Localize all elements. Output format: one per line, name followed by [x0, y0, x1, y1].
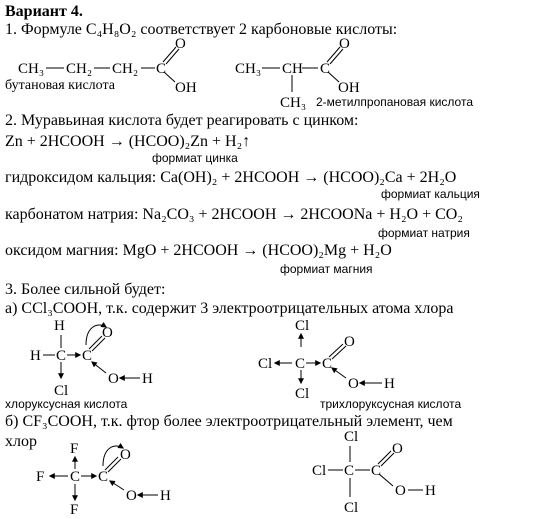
atom-c: C — [371, 463, 382, 479]
page-heading: Вариант 4. — [5, 3, 83, 20]
atom-c: C — [56, 348, 67, 364]
atom-h: H — [54, 318, 65, 334]
atom-h: H — [142, 371, 153, 387]
chloroacetic-acid-name: хлоруксусная кислота — [5, 397, 128, 411]
chloroacetic-acid-formula — [30, 318, 153, 399]
atom-c: C — [156, 61, 167, 77]
atom-h: H — [384, 376, 395, 392]
atom-ch3: CH₃ — [235, 61, 262, 77]
calcium-equation: гидроксидом кальция: Ca(OH)₂ + 2HCOOH → (HCOO)₂Ca + 2H₂O — [5, 169, 457, 186]
atom-ch3: CH₃ — [18, 61, 45, 77]
trichloroacetic-acid-name: трихлоруксусная кислота — [320, 397, 462, 411]
atom-c: C — [344, 463, 355, 479]
atom-o: O — [344, 334, 355, 350]
atom-ch3: CH₃ — [280, 95, 307, 111]
trifluoroacetic-acid-formula — [36, 441, 171, 518]
atom-o: O — [348, 376, 359, 392]
section1-title: 1. Формуле C₄H₈O₂ соответствует 2 карбоновые кислоты: — [5, 21, 398, 38]
trichloroacetic-acid-plain-formula — [312, 429, 436, 516]
atom-o: O — [108, 371, 119, 387]
magnesium-formate-name: формиат магния — [280, 262, 373, 276]
atom-o: O — [339, 36, 350, 52]
section3-part-a: а) CCl₃COOH, т.к. содержит 3 электроотрицательных атома хлора — [5, 300, 454, 317]
atom-h: H — [160, 488, 171, 504]
butanoic-acid-name: бутановая кислота — [5, 78, 115, 93]
atom-ch2: CH₂ — [112, 61, 139, 77]
atom-o: O — [102, 325, 113, 341]
calcium-formate-name: формиат кальция — [381, 187, 480, 201]
atom-o: O — [395, 483, 406, 499]
methylpropanoic-acid-name: 2-метилпропановая кислота — [316, 95, 473, 109]
atom-o: O — [392, 441, 403, 457]
trichloroacetic-acid-formula — [258, 318, 395, 402]
atom-c: C — [320, 61, 331, 77]
atom-c: C — [70, 469, 81, 485]
atom-o: O — [126, 488, 137, 504]
atom-cl: Cl — [295, 386, 310, 402]
section3-part-b-line1: б) CF₃COOH, т.к. фтор более электроотрицательный элемент, чем — [5, 413, 453, 430]
atom-h: H — [425, 483, 436, 499]
butanoic-acid-formula — [18, 36, 197, 96]
atom-f: F — [70, 502, 79, 518]
sodium-equation: карбонатом натрия: Na₂CO₃ + 2HCOOH → 2HCOONa + H₂O + CO₂ — [5, 206, 463, 223]
atom-c: C — [82, 348, 93, 364]
section2-title: 2. Муравьиная кислота будет реагировать с цинком: — [5, 112, 359, 129]
zinc-equation: Zn + 2HCOOH → (HCOO)₂Zn + H₂↑ — [5, 133, 251, 150]
atom-cl: Cl — [258, 356, 273, 372]
atom-ch: CH — [282, 61, 303, 77]
atom-o: O — [175, 36, 186, 52]
atom-h: H — [30, 348, 41, 364]
atom-f: F — [36, 469, 45, 485]
atom-cl: Cl — [344, 500, 359, 516]
atom-oh: OH — [175, 80, 197, 96]
atom-cl: Cl — [295, 318, 310, 334]
atom-ch2: CH₂ — [66, 61, 93, 77]
section3-part-b-line2: хлор — [5, 433, 37, 450]
sodium-formate-name: формиат натрия — [378, 226, 470, 240]
section3-title: 3. Более сильной будет: — [5, 281, 166, 298]
zinc-formate-name: формиат цинка — [152, 151, 238, 165]
atom-c: C — [295, 356, 306, 372]
atom-o: O — [120, 447, 131, 463]
atom-c: C — [98, 469, 109, 485]
atom-cl: Cl — [312, 463, 327, 479]
magnesium-equation: оксидом магния: MgO + 2HCOOH → (HCOO)₂Mg + H₂O — [5, 242, 392, 259]
atom-cl: Cl — [344, 429, 359, 445]
atom-cl: Cl — [54, 383, 69, 399]
atom-oh: OH — [338, 80, 360, 96]
methylpropanoic-acid-formula — [235, 36, 360, 111]
atom-f: F — [70, 441, 79, 457]
atom-c: C — [322, 356, 333, 372]
